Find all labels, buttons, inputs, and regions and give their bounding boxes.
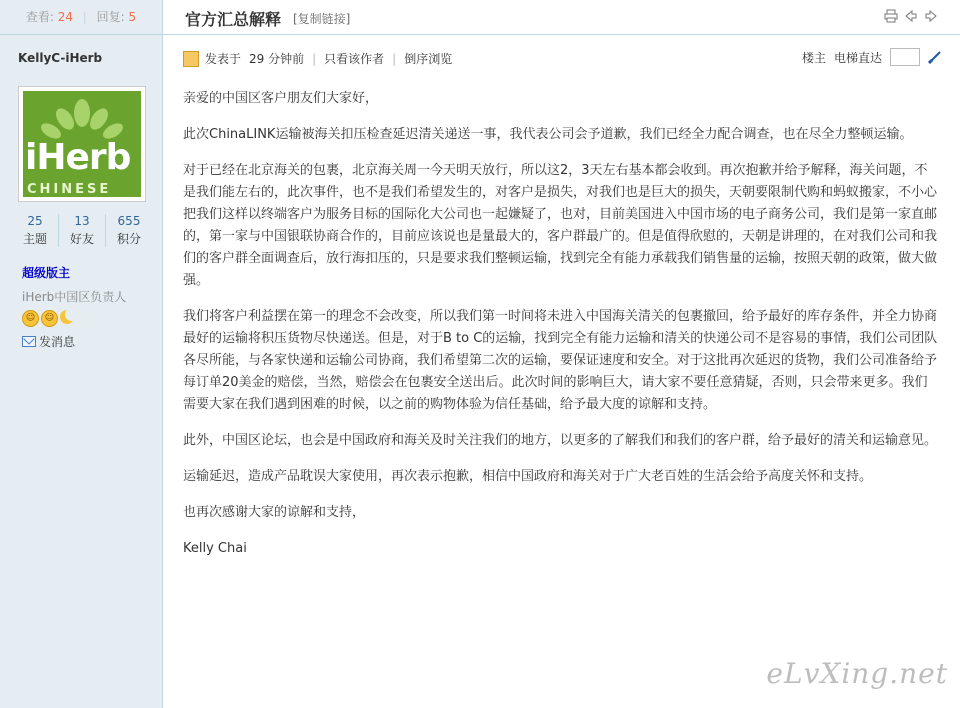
author-name[interactable]: KellyC-iHerb [18, 51, 103, 65]
print-icon[interactable] [884, 9, 898, 23]
divider: | [312, 51, 317, 66]
stat-label: 积分 [116, 232, 141, 246]
header-toolbar [884, 9, 938, 23]
views-count: 24 [57, 10, 73, 24]
post-signature: Kelly Chai [183, 541, 247, 556]
author-online-icon [183, 51, 199, 67]
post-paragraph: 我们将客户利益摆在第一的理念不会改变，所以我们第一时间将未进入中国海关清关的包裹撤回，给予最好的库存条件，并全力协商最好的运输将积压货物尽快递送。但是，对于B to C的运输，找到完全有能力运输和清关的快递公司不是容易的事情，我们公司团队各尽所能，与各家快递和运输公司协商，我们希望第二次的运输，要保证速度和安全。对于这批再次延迟的货物，我们公司准备给予每订单20美金的赔偿，当然，赔偿会在包裹安全送出后。此次时间的影响巨大，请大家不要任意猜疑，否则，只会带来更多。我们需要大家在我们遇到困难的时候，以之前的购物体验为信任基础，给予最大度的谅解和支持。 [183, 309, 938, 412]
divider: | [82, 10, 87, 24]
page-title: 官方汇总解释 [185, 10, 282, 29]
moon-medal-icon [60, 310, 75, 325]
replies-label: 回复: [96, 10, 125, 24]
send-message-link[interactable] [22, 333, 75, 350]
sun-medal-icon: ☺ [22, 310, 39, 327]
stat-value: 655 [117, 214, 141, 228]
stat-topics[interactable] [12, 214, 59, 247]
medals [22, 310, 75, 327]
prev-icon[interactable] [904, 9, 918, 23]
post-paragraph: 也再次感谢大家的谅解和支持， [183, 505, 366, 520]
stat-value: 25 [27, 214, 43, 228]
watermark: eLvXing.net [766, 657, 948, 690]
post-paragraph: 此外，中国区论坛，也会是中国政府和海关及时关注我们的地方，以更多的了解我们和我们的客户群，给予最好的清关和运输意见。 [183, 433, 938, 448]
floor-jump-input[interactable] [890, 48, 920, 66]
avatar[interactable] [18, 86, 146, 202]
post-header [163, 0, 960, 35]
user-stats [12, 214, 152, 247]
floor-controls [802, 48, 942, 66]
post-paragraph: 亲爱的中国区客户朋友们大家好， [183, 91, 379, 106]
post-paragraph: 对于已经在北京海关的包裹，北京海关周一今天明天放行，所以这2，3天左右基本都会收到。再次抱歉并给予解释，海关问题，不是我们能左右的，此次事件，也不是我们希望发生的，对客户是损失，对我们也是巨大的损失，天朝要限制代购和蚂蚁搬家，不小心把我们这样以终端客户为服务目标的国际化大公司也一起嫌疑了，也对，目前美国进入中国市场的电子商务公司，我们是第一家直邮的，第一家与中国银联协商合作的，目前应该说也是量最大的，客户群最广的。但是值得欣慰的，天朝是讲理的，在对我们公司和我们的客户群全面调查后，放行海扣压的，只是要求我们整顿运输，找到完全有能力承载我们销售量的运输，按照天朝的政策，做大做强。 [183, 163, 938, 288]
replies-count: 5 [128, 10, 137, 24]
stat-friends[interactable] [59, 214, 106, 247]
divider: | [392, 51, 397, 66]
user-title: iHerb中国区负责人 [22, 290, 127, 304]
send-message-label: 发消息 [39, 335, 76, 349]
stat-label: 主题 [22, 232, 47, 246]
post-paragraph: 运输延迟，造成产品耽误大家使用，再次表示抱歉，相信中国政府和海关对于广大老百姓的生活会给予高度关怀和支持。 [183, 469, 873, 484]
reverse-view-link[interactable]: 倒序浏览 [404, 52, 453, 66]
posted-time: 29 分钟前 [249, 52, 305, 66]
author-only-link[interactable]: 只看该作者 [324, 52, 385, 66]
author-sidebar [0, 0, 163, 708]
stat-label: 好友 [69, 232, 94, 246]
sun-medal-icon: ☺ [41, 310, 58, 327]
copy-link-button[interactable]: [复制链接] [293, 12, 351, 26]
views-label: 查看: [25, 10, 54, 24]
stat-points[interactable] [106, 214, 152, 247]
avatar-brand-subtext: CHINESE [27, 182, 112, 197]
posted-prefix: 发表于 [205, 52, 242, 66]
post-meta [183, 50, 452, 67]
elevator-label: 电梯直达 [833, 50, 882, 65]
go-arrow-icon[interactable] [928, 50, 942, 64]
avatar-brand-text: iHerb [25, 137, 131, 178]
user-role[interactable]: 超级版主 [22, 266, 71, 280]
envelope-icon [22, 336, 36, 347]
post-body [183, 88, 940, 574]
thread-stats-bar [0, 0, 162, 35]
floor-label: 楼主 [801, 50, 826, 65]
stat-value: 13 [74, 214, 90, 228]
next-icon[interactable] [924, 9, 938, 23]
avatar-image [23, 91, 141, 197]
post-paragraph: 此次ChinaLINK运输被海关扣压检查延迟清关递送一事，我代表公司会予道歉，我们已经全力配合调查，也在尽全力整顿运输。 [183, 127, 913, 142]
